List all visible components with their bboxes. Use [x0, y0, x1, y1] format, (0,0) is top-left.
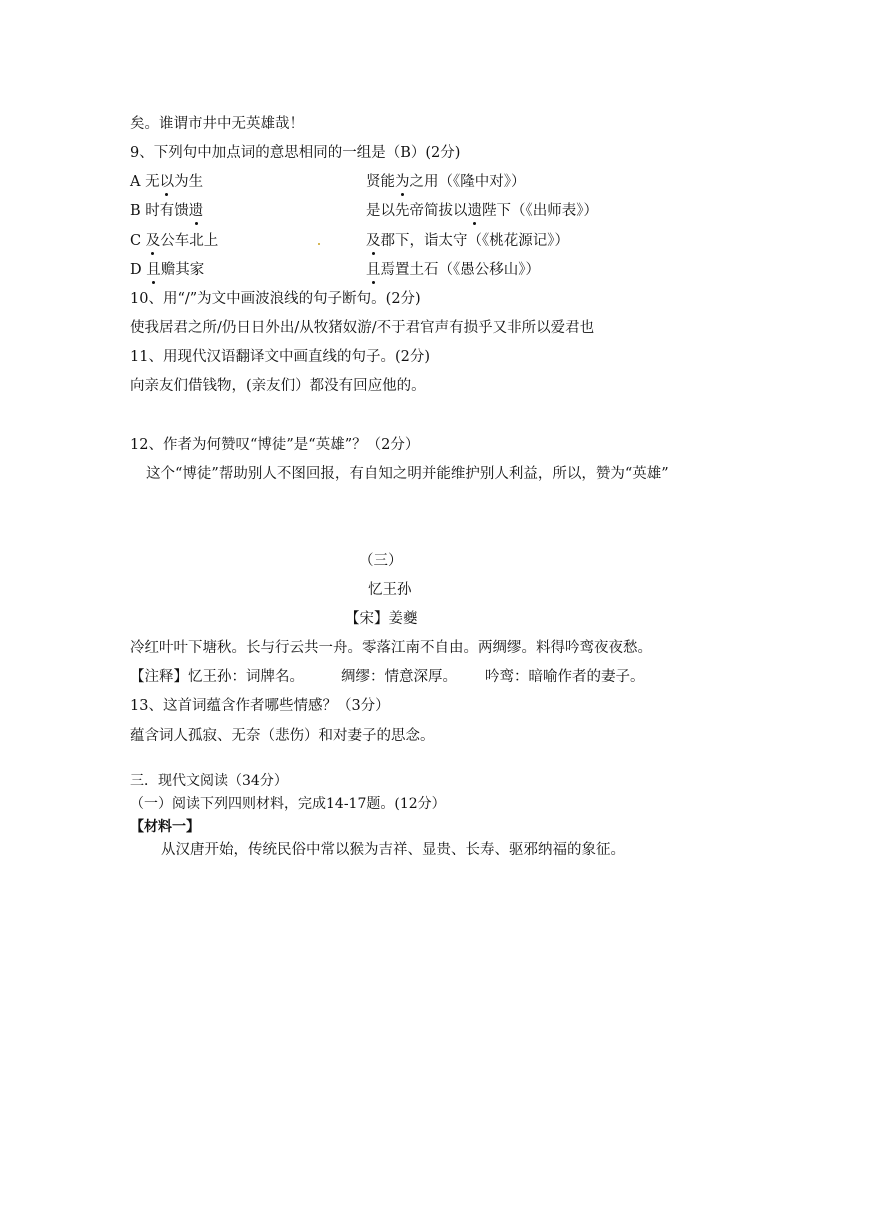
question-12: 12、作者为何赞叹“博徒”是“英雄”？（2分） — [130, 437, 420, 453]
poem-title: 忆王孙 — [368, 582, 412, 598]
option-a-left: A 无以为生 — [130, 174, 204, 190]
material-one-label: 【材料一】 — [130, 819, 200, 835]
question-9: 9、下列句中加点词的意思相同的一组是（B）(2分) — [130, 145, 461, 161]
part-three-subheading: （一）阅读下列四则材料，完成14-17题。(12分） — [130, 796, 446, 812]
question-11: 11、用现代汉语翻译文中画直线的句子。(2分) — [130, 349, 430, 365]
note-choumou: 绸缪：情意深厚。 — [341, 669, 457, 685]
option-c-left: C 及公车北上 — [130, 233, 219, 249]
option-c-right: 及郡下，诣太守（《桃花源记》） — [366, 233, 569, 249]
option-b-left: B 时有馈遗 — [130, 203, 204, 219]
option-b-right: 是以先帝简拔以遗陛下（《出师表》） — [366, 203, 598, 219]
question-10: 10、用“/”为文中画波浪线的句子断句。(2分) — [130, 291, 421, 307]
poem-author: 【宋】姜夔 — [345, 611, 418, 627]
answer-13: 蕴含词人孤寂、无奈（悲伤）和对妻子的思念。 — [130, 728, 435, 744]
option-a-right: 贤能为之用（《隆中对》） — [366, 174, 526, 190]
section-three-heading: （三） — [359, 553, 403, 569]
part-three-heading: 三．现代文阅读（34分） — [130, 773, 288, 789]
option-d-right: 且焉置土石（《愚公移山》） — [366, 262, 540, 278]
passage-ending: 矣。谁谓市井中无英雄哉！ — [130, 116, 304, 132]
poem-text: 冷红叶叶下塘秋。长与行云共一舟。零落江南不自由。两绸缪。料得吟鸾夜夜愁。 — [130, 640, 652, 656]
answer-11: 向亲友们借钱物，(亲友们）都没有回应他的。 — [130, 378, 426, 394]
answer-12: 这个“博徒”帮助别人不图回报，有自知之明并能维护别人利益，所以，赞为“英雄” — [146, 466, 669, 482]
stray-mark — [318, 243, 320, 245]
note-poem-title: 【注释】忆王孙：词牌名。 — [130, 669, 304, 685]
material-one-text: 从汉唐开始，传统民俗中常以猴为吉祥、显贵、长寿、驱邪纳福的象征。 — [161, 842, 625, 858]
note-yinluan: 吟鸾：暗喻作者的妻子。 — [485, 669, 645, 685]
question-13: 13、这首词蕴含作者哪些情感？（3分） — [130, 698, 390, 714]
option-d-left: D 且赡其家 — [130, 262, 205, 278]
answer-10: 使我居君之所/仍日日外出/从牧猪奴游/不于君官声有损乎又非所以爱君也 — [130, 320, 595, 336]
